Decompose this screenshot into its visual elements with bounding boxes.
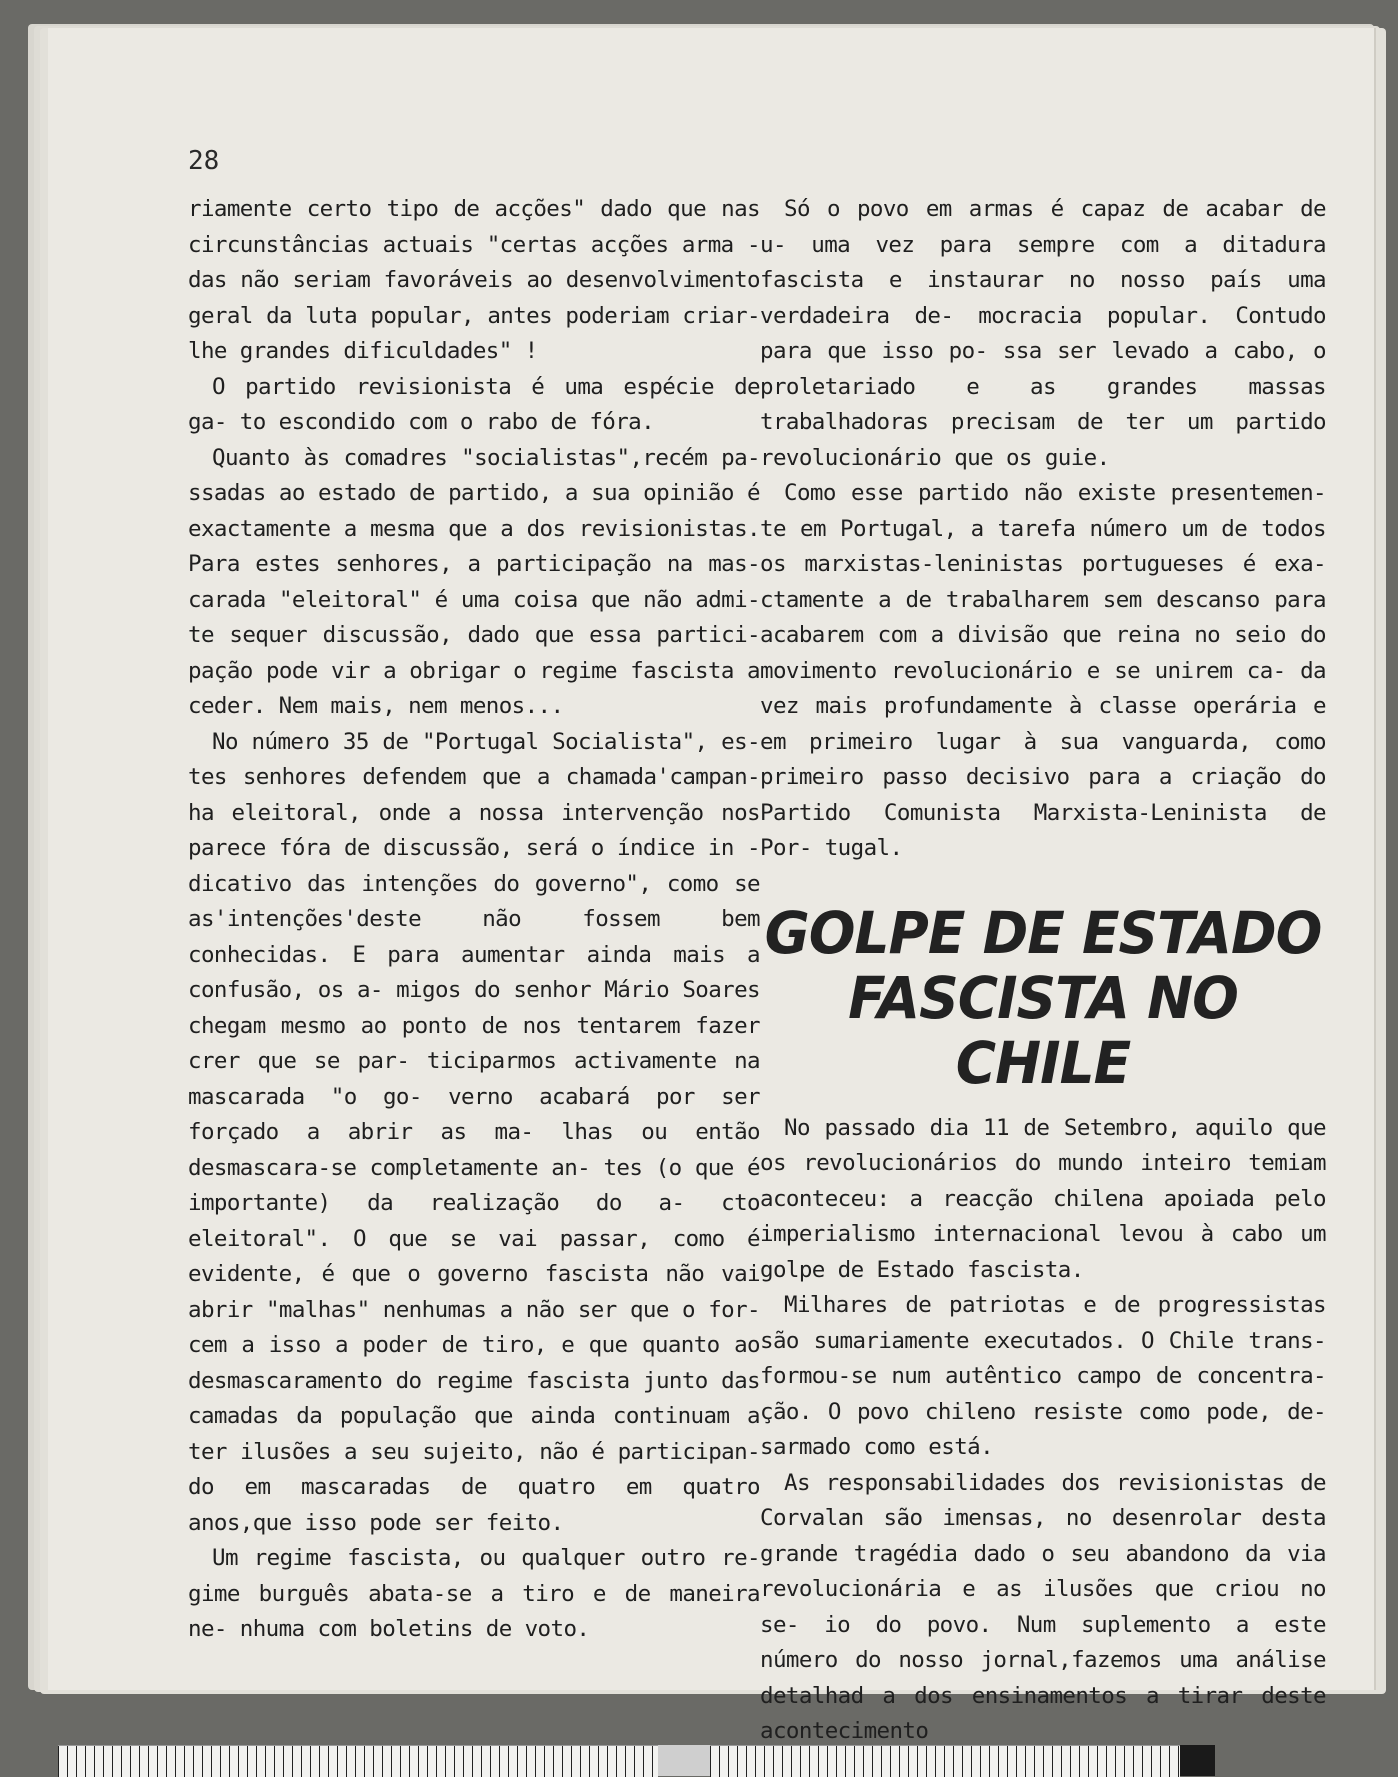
left-paragraph-3: Quanto às comadres "socialistas",recém pa- ssadas ao estado de partido, a sua opinião é exactamente a mesma que a dos revisionistas. Para estes senhores, a participação na mas- carada "eleitoral" é uma coisa que não admi- te sequer discussão, dado que essa partici- pação pode vir a obrigar o regime fascista a ceder. Nem mais, nem menos... <box>188 444 760 719</box>
right-paragraph-1: Só o povo em armas é capaz de acabar de u- uma vez para sempre com a ditadura fascista e instaurar no nosso país uma verdadeira de- mocracia popular. Contudo para que isso po- ssa ser levado a cabo, o proletariado e as grandes massas trabalhadoras precisam de ter um partido revolucionário que os guie. <box>760 196 1326 471</box>
article-headline <box>760 900 1326 1095</box>
headline-line-1: GOLPE DE ESTADO <box>764 898 1322 966</box>
headline-line-2: FASCISTA NO CHILE <box>848 963 1238 1097</box>
right-paragraph-5: As responsabilidades dos revisionistas de Corvalan são imensas, no desenrolar desta grande tragédia dado o seu abandono da via revolucionária e as ilusões que criou no se- io do povo. Num suplemento a este número do nosso jornal,fazemos uma análise detalhad a dos ensinamentos a tirar deste acontecimento <box>760 1469 1326 1744</box>
left-paragraph-5: Um regime fascista, ou qualquer outro re- gime burguês abata-se a tiro e de maneira ne- nhuma com boletins de voto. <box>188 1545 760 1642</box>
left-paragraph-4: No número 35 de "Portugal Socialista", es- tes senhores defendem que a chamada'campan- ha eleitoral, onde a nossa intervenção nos parece fóra de discussão, será o índice in - dicativo das intenções do governo", como se as'intenções'deste não fossem bem conhecidas. E para aumentar ainda mais a confusão, os a- migos do senhor Mário Soares chegam mesmo ao ponto de nos tentarem fazer crer que se par- ticiparmos activamente na mascarada "o go- verno acabará por ser forçado a abrir as ma- lhas ou então desmascara-se completamente an- tes (o que é importante) da realização do a- cto eleitoral". O que se vai passar, como é evidente, é que o governo fascista não vai abrir "malhas" nenhumas a não ser que o for- cem a isso a poder de tiro, e que quanto ao desmascaramento do regime fascista junto das camadas da população que ainda continuam a ter ilusões a seu sujeito, não é participan- do em mascaradas de quatro em quatro anos,que isso pode ser feito. <box>188 728 760 1536</box>
left-paragraph-2: O partido revisionista é uma espécie de ga- to escondido com o rabo de fóra. <box>188 373 760 435</box>
left-column <box>188 192 760 1648</box>
right-column <box>760 192 1326 1750</box>
scale-ruler-right <box>710 1745 1180 1777</box>
right-paragraph-2: Como esse partido não existe presentemen- te em Portugal, a tarefa número um de todos os marxistas-leninistas portugueses é exa- ctamente a de trabalharem sem descanso para acabarem com a divisão que reina no seio do movimento revolucionário e se unirem ca- da vez mais profundamente à classe operária e em primeiro lugar à sua vanguarda, como primeiro passo decisivo para a criação do Partido Comunista Marxista-Leninista de Por- tugal. <box>760 480 1326 861</box>
right-paragraph-3: No passado dia 11 de Setembro, aquilo que os revolucionários do mundo inteiro temiam aconteceu: a reacção chilena apoiada pelo imperialismo internacional levou à cabo um golpe de Estado fascista. <box>760 1114 1326 1283</box>
scale-ruler-left <box>58 1745 658 1777</box>
scale-ruler-gap <box>658 1745 710 1776</box>
right-paragraph-4: Milhares de patriotas e de progressistas são sumariamente executados. O Chile trans- formou-se num autêntico campo de concentra- ção. O povo chileno resiste como pode, de- sarmado como está. <box>760 1292 1326 1460</box>
scale-ruler-end <box>1180 1745 1215 1776</box>
document-page <box>48 28 1376 1744</box>
page-number: 28 <box>188 146 220 176</box>
left-paragraph-1: riamente certo tipo de acções" dado que nas circunstâncias actuais "certas acções arma - das não seriam favoráveis ao desenvolvimento geral da luta popular, antes poderiam criar- lhe grandes dificuldades" ! <box>188 196 760 364</box>
